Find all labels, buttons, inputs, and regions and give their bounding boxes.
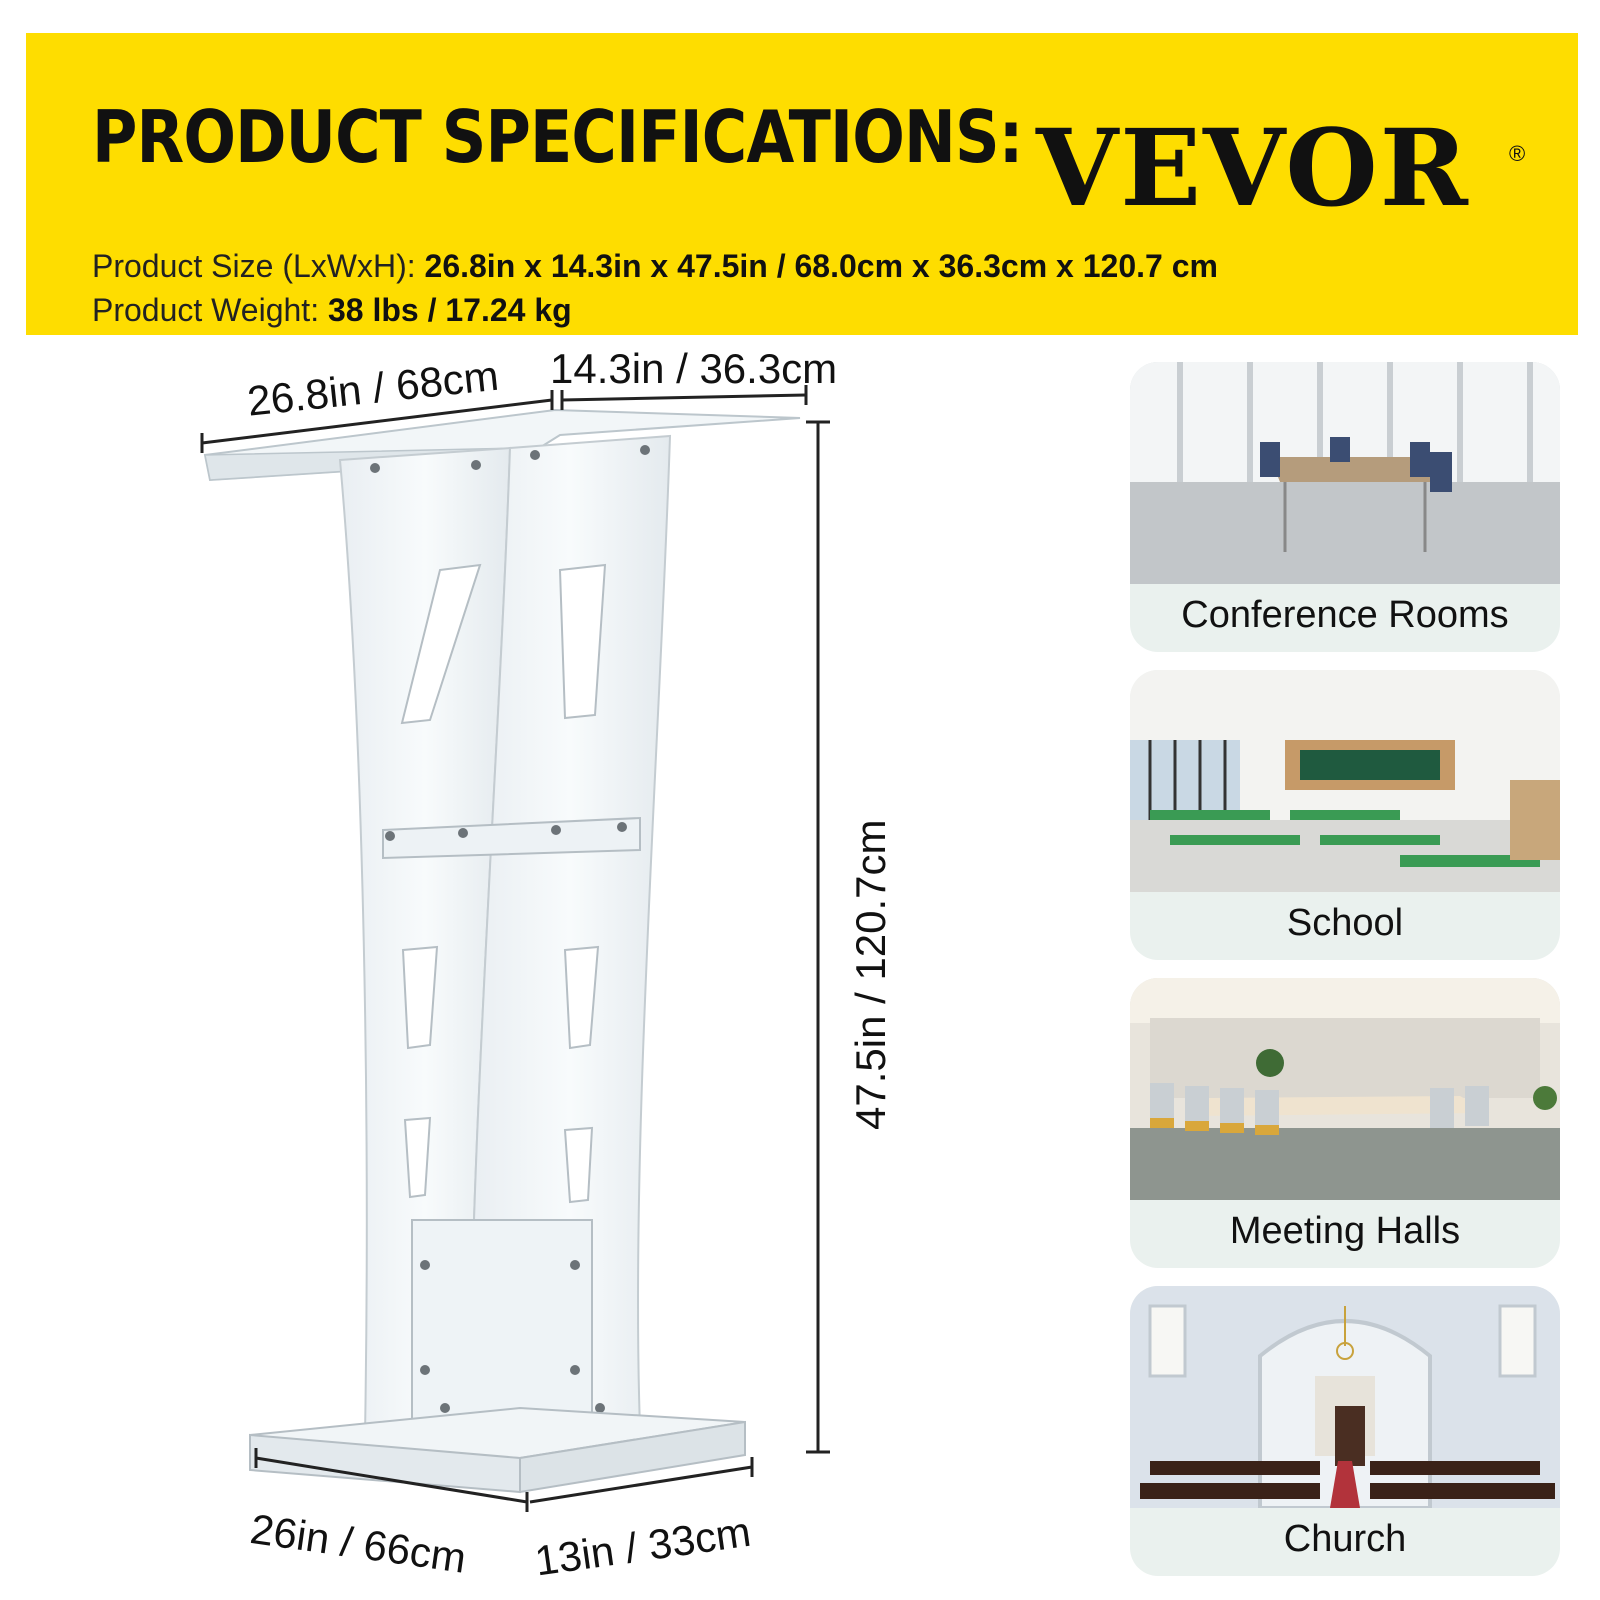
classroom-photo xyxy=(1130,670,1560,892)
product-weight xyxy=(92,292,572,329)
podium-diagram xyxy=(0,340,1080,1600)
product-weight-value: 38 lbs / 17.24 kg xyxy=(327,292,572,328)
scene-card-conference xyxy=(1130,362,1560,652)
church-photo xyxy=(1130,1286,1560,1508)
conference-room-photo xyxy=(1130,362,1560,584)
scene-label-meeting: Meeting Halls xyxy=(1229,1210,1461,1252)
scene-label-school: School xyxy=(1286,902,1404,944)
page-title: PRODUCT SPECIFICATIONS: xyxy=(92,95,1023,179)
height-label: 47.5in / 120.7cm xyxy=(847,819,894,1130)
podium-lower-box xyxy=(412,1220,592,1420)
scene-card-meeting xyxy=(1130,978,1560,1268)
registered-mark: ® xyxy=(1509,141,1526,166)
scene-card-church xyxy=(1130,1286,1560,1576)
brand-logo: VEVOR xyxy=(1036,105,1470,230)
scene-label-church: Church xyxy=(1283,1518,1407,1560)
podium-illustration xyxy=(0,340,1080,1600)
spec-banner xyxy=(26,33,1578,335)
base-length-label: 26in / 66cm xyxy=(247,1505,470,1582)
product-size-label: Product Size (LxWxH): xyxy=(92,248,425,284)
meeting-hall-photo xyxy=(1130,978,1560,1200)
scene-card-school xyxy=(1130,670,1560,960)
top-width-line xyxy=(562,395,806,400)
scene-label-conference: Conference Rooms xyxy=(1181,594,1509,636)
product-size-value: 26.8in x 14.3in x 47.5in / 68.0cm x 36.3cm x 120.7 cm xyxy=(424,248,1218,284)
top-length-label: 26.8in / 68cm xyxy=(245,351,501,425)
product-weight-label: Product Weight: xyxy=(92,292,328,328)
base-width-label: 13in / 33cm xyxy=(532,1507,754,1585)
product-size xyxy=(92,248,1218,285)
top-width-label: 14.3in / 36.3cm xyxy=(550,345,838,392)
